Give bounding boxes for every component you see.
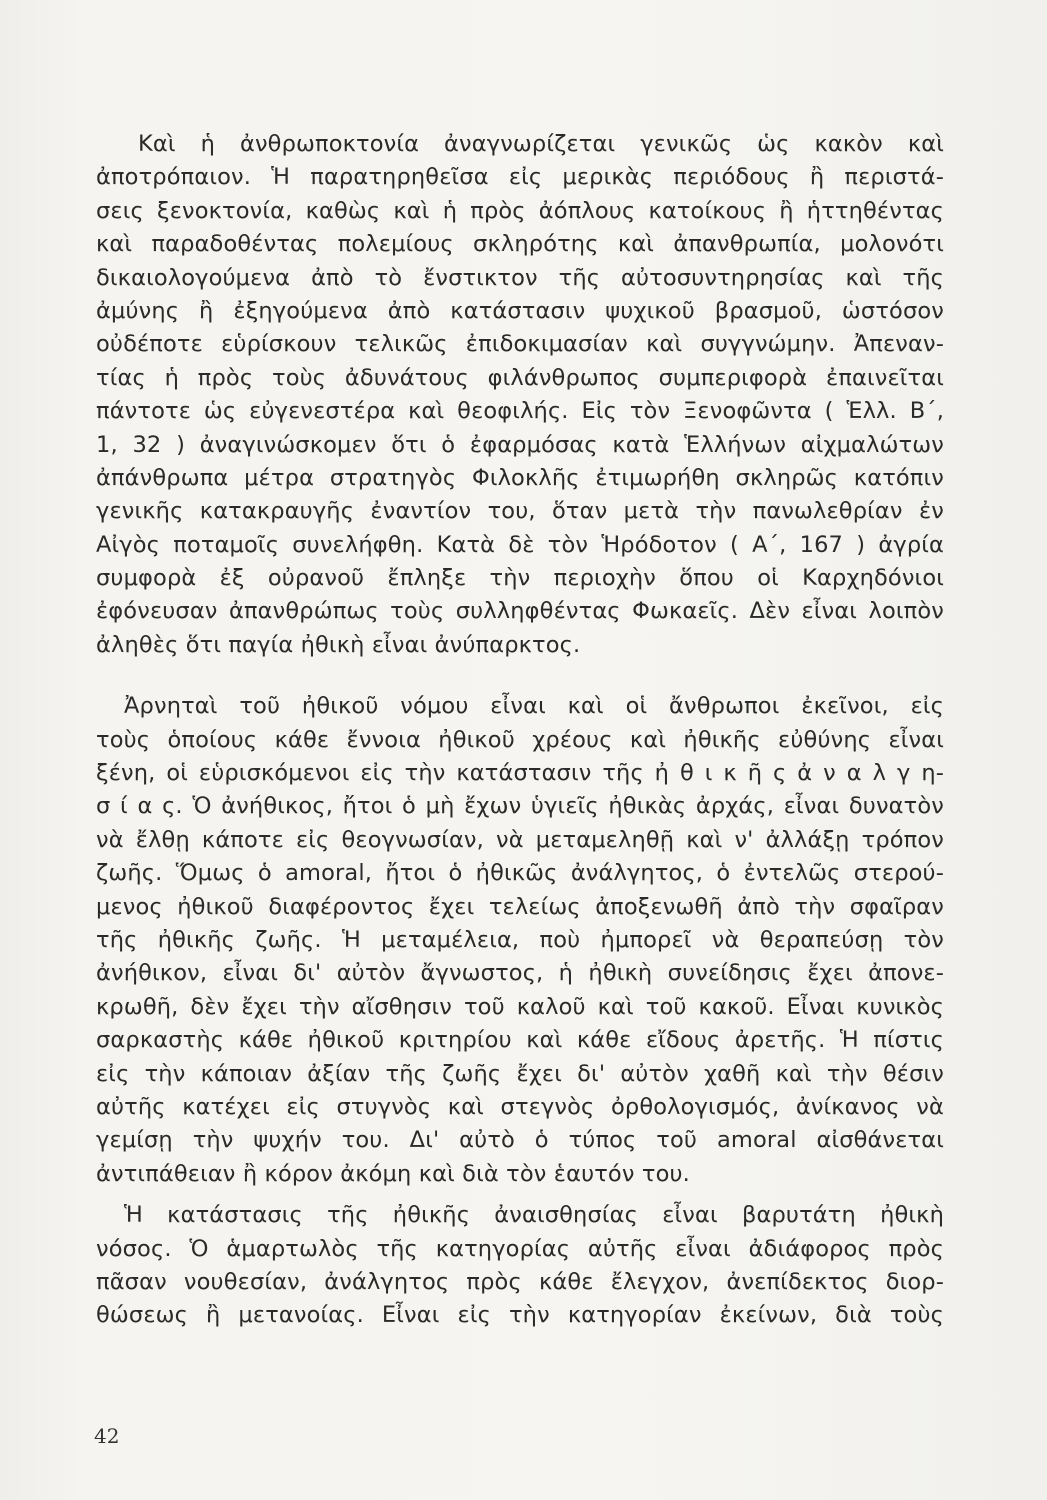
text-line: καὶ παραδοθέντας πολεμίους σκληρότης καὶ ἀπανθρωπία, μολονότι	[96, 231, 944, 258]
paragraph-1	[96, 128, 944, 662]
text-line: τίας ἡ πρὸς τοὺς ἀδυνάτους φιλάνθρωπος συμπεριφορὰ ἐπαινεῖται	[96, 364, 944, 391]
text-line: νόσος. Ὁ ἁμαρτωλὸς τῆς κατηγορίας αὐτῆς εἶναι ἀδιάφορος πρὸς	[96, 1235, 944, 1262]
text-line: ἐφόνευσαν ἀπανθρώπως τοὺς συλληφθέντας Φωκαεῖς. Δὲν εἶναι λοιπὸν	[96, 598, 944, 625]
text-line: γεμίσῃ τὴν ψυχήν του. Δι' αὐτὸ ὁ τύπος τοῦ amoral αἰσθάνεται	[96, 1127, 944, 1154]
text-line: αὐτῆς κατέχει εἰς στυγνὸς καὶ στεγνὸς ὀρθολογισμός, ἀνίκανος νὰ	[96, 1093, 944, 1120]
text-line: ἀμύνης ἢ ἐξηγούμενα ἀπὸ κατάστασιν ψυχικοῦ βρασμοῦ, ὡστόσον	[96, 297, 944, 324]
text-line: ἀντιπάθειαν ἢ κόρον ἀκόμη καὶ διὰ τὸν ἑαυτόν του.	[96, 1160, 690, 1187]
text-line: Αἰγὸς ποταμοῖς συνελήφθη. Κατὰ δὲ τὸν Ἡρόδοτον ( Α´, 167 ) ἀγρία	[96, 531, 944, 558]
text-line: εἰς τὴν κάποιαν ἀξίαν τῆς ζωῆς ἔχει δι' αὐτὸν χαθῆ καὶ τὴν θέσιν	[96, 1060, 944, 1087]
text-line: πᾶσαν νουθεσίαν, ἀνάλγητος πρὸς κάθε ἔλεγχον, ἀνεπίδεκτος διορ-	[96, 1268, 944, 1295]
page-number: 42	[94, 1424, 120, 1448]
text-line: ἀνήθικον, εἶναι δι' αὐτὸν ἄγνωστος, ἡ ἠθικὴ συνείδησις ἔχει ἀπονε-	[96, 960, 944, 987]
text-line: σαρκαστὴς κάθε ἠθικοῦ κριτηρίου καὶ κάθε εἴδους ἀρετῆς. Ἡ πίστις	[96, 1027, 944, 1054]
paragraph-3	[96, 1199, 944, 1333]
text-line: ἀπάνθρωπα μέτρα στρατηγὸς Φιλοκλῆς ἐτιμωρήθη σκληρῶς κατόπιν	[96, 464, 944, 491]
text-line: νὰ ἔλθῃ κάποτε εἰς θεογνωσίαν, νὰ μεταμεληθῇ καὶ ν' ἀλλάξῃ τρόπον	[96, 826, 944, 853]
text-line: σ ί α ς. Ὁ ἀνήθικος, ἤτοι ὁ μὴ ἔχων ὑγιεῖς ἠθικὰς ἀρχάς, εἶναι δυνατὸν	[96, 793, 944, 820]
paragraph-gap	[96, 1191, 944, 1199]
text-line: Ἀρνηταὶ τοῦ ἠθικοῦ νόμου εἶναι καὶ οἱ ἄνθρωποι ἐκεῖνοι, εἰς	[124, 693, 944, 720]
text-line: Καὶ ἡ ἀνθρωποκτονία ἀναγνωρίζεται γενικῶς ὡς κακὸν καὶ	[138, 131, 944, 157]
text-line: ἀποτρόπαιον. Ἡ παρατηρηθεῖσα εἰς μερικὰς περιόδους ἢ περιστά-	[96, 164, 944, 191]
text-line: μενος ἠθικοῦ διαφέροντος ἔχει τελείως ἀποξενωθῆ ἀπὸ τὴν σφαῖραν	[96, 893, 944, 920]
body-text	[96, 128, 944, 1333]
paragraph-gap	[96, 662, 944, 690]
text-line: ξένη, οἱ εὑρισκόμενοι εἰς τὴν κατάστασιν τῆς ἠ θ ι κ ῆ ς ἀ ν α λ γ η-	[96, 760, 944, 787]
text-line: ἀληθὲς ὅτι παγία ἠθικὴ εἶναι ἀνύπαρκτος.	[96, 631, 581, 658]
text-line: γενικῆς κατακραυγῆς ἐναντίον του, ὅταν μετὰ τὴν πανωλεθρίαν ἐν	[96, 498, 944, 525]
paragraph-2	[96, 690, 944, 1191]
text-line: δικαιολογούμενα ἀπὸ τὸ ἔνστικτον τῆς αὐτοσυντηρησίας καὶ τῆς	[96, 264, 944, 291]
text-line: Ἡ κατάστασις τῆς ἠθικῆς ἀναισθησίας εἶναι βαρυτάτη ἠθικὴ	[124, 1202, 944, 1229]
text-line: θώσεως ἢ μετανοίας. Εἶναι εἰς τὴν κατηγορίαν ἐκείνων, διὰ τοὺς	[96, 1302, 944, 1329]
text-line: ζωῆς. Ὅμως ὁ amoral, ἤτοι ὁ ἠθικῶς ἀνάλγητος, ὁ ἐντελῶς στερού-	[96, 860, 944, 887]
text-line: οὐδέποτε εὑρίσκουν τελικῶς ἐπιδοκιμασίαν καὶ συγγνώμην. Ἀπεναν-	[96, 331, 944, 358]
text-line: τοὺς ὁποίους κάθε ἔννοια ἠθικοῦ χρέους καὶ ἠθικῆς εὐθύνης εἶναι	[96, 726, 944, 753]
text-line: συμφορὰ ἐξ οὐρανοῦ ἔπληξε τὴν περιοχὴν ὅπου οἱ Καρχηδόνιοι	[96, 565, 944, 592]
text-line: πάντοτε ὡς εὐγενεστέρα καὶ θεοφιλής. Εἰς τὸν Ξενοφῶντα ( Ἑλλ. Β´,	[96, 398, 944, 425]
text-line: 1, 32 ) ἀναγινώσκομεν ὅτι ὁ ἐφαρμόσας κατὰ Ἑλλήνων αἰχμαλώτων	[96, 431, 944, 458]
text-line: τῆς ἠθικῆς ζωῆς. Ἡ μεταμέλεια, ποὺ ἠμπορεῖ νὰ θεραπεύσῃ τὸν	[96, 926, 944, 953]
text-line: σεις ξενοκτονία, καθὼς καὶ ἡ πρὸς ἀόπλους κατοίκους ἢ ἡττηθέντας	[96, 197, 944, 224]
text-line: κρωθῆ, δὲν ἔχει τὴν αἴσθησιν τοῦ καλοῦ καὶ τοῦ κακοῦ. Εἶναι κυνικὸς	[96, 993, 944, 1020]
